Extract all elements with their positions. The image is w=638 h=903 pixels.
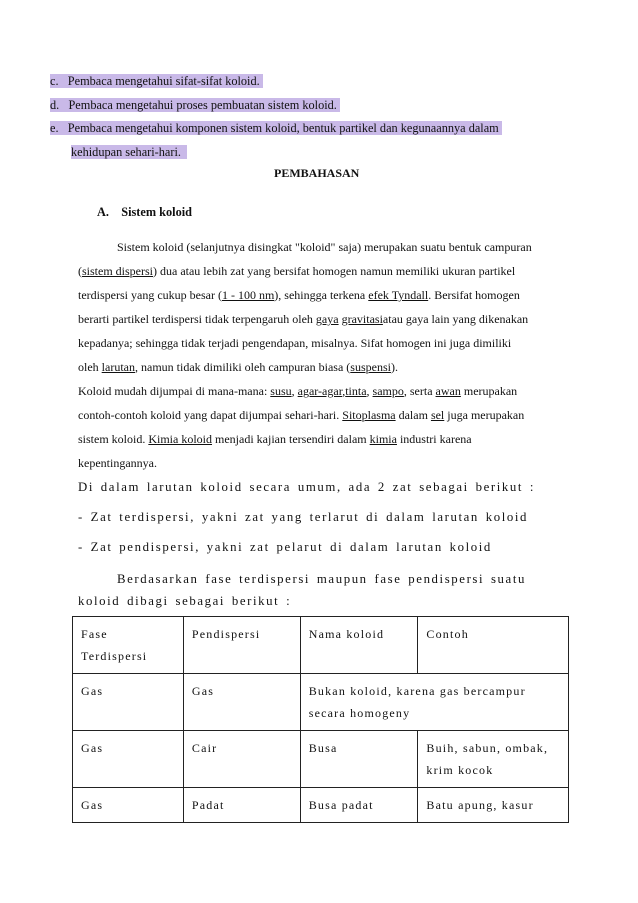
link-suspensi[interactable]: suspensi xyxy=(350,360,391,374)
para2-line3: sistem koloid. Kimia koloid menjadi kajian tersendiri dalam kimia industri karena xyxy=(78,432,472,446)
para1-line3: terdispersi yang cukup besar (1 - 100 nm), sehingga terkena efek Tyndall. Bersifat homogen xyxy=(78,288,520,302)
cell-nama-koloid: Busa xyxy=(300,731,418,788)
link-tinta[interactable]: tinta xyxy=(345,384,367,398)
cell-nama-koloid: Busa padat xyxy=(300,788,418,823)
header-nama-koloid: Nama koloid xyxy=(300,617,418,674)
para3-line5: koloid dibagi sebagai berikut : xyxy=(78,594,292,608)
table-header-row xyxy=(73,617,569,674)
link-sampo[interactable]: sampo xyxy=(372,384,404,398)
objective-c: c. Pembaca mengetahui sifat-sifat koloid. xyxy=(50,74,263,89)
link-susu[interactable]: susu xyxy=(270,384,292,398)
para3-line1: Di dalam larutan koloid secara umum, ada 2 zat sebagai berikut : xyxy=(78,480,535,494)
link-kimia[interactable]: kimia xyxy=(369,432,397,446)
para1-line5: kepadanya; sehingga tidak terjadi pengendapan, misalnya. Sifat homogen ini juga dimiliki xyxy=(78,336,512,350)
table-row xyxy=(73,788,569,823)
para3-line2: - Zat terdispersi, yakni zat yang terlarut di dalam larutan koloid xyxy=(78,510,529,524)
cell-fase: Gas xyxy=(73,731,184,788)
objective-d: d. Pembaca mengetahui proses pembuatan sistem koloid. xyxy=(50,98,340,113)
link-nm[interactable]: 1 - 100 nm xyxy=(221,288,275,302)
table-row xyxy=(73,674,569,731)
link-efek-tyndall[interactable]: efek Tyndall xyxy=(368,288,429,302)
cell-fase: Gas xyxy=(73,674,184,731)
para2-line2: contoh-contoh koloid yang dapat dijumpai sehari-hari. Sitoplasma dalam sel juga merupakan xyxy=(78,408,525,422)
para1-line6: oleh larutan, namun tidak dimiliki oleh campuran biasa (suspensi). xyxy=(78,360,398,374)
link-sitoplasma[interactable]: Sitoplasma xyxy=(342,408,396,422)
header-contoh: Contoh xyxy=(418,617,569,674)
header-pendispersi: Pendispersi xyxy=(183,617,300,674)
objective-e-continuation: kehidupan sehari-hari. xyxy=(71,145,187,160)
objective-e: e. Pembaca mengetahui komponen sistem koloid, bentuk partikel dan kegunaannya dalam xyxy=(50,121,502,136)
para1-line2: (sistem dispersi) dua atau lebih zat yang bersifat homogen namun memiliki ukuran partikel xyxy=(78,264,516,278)
link-gravitasi[interactable]: gravitasi xyxy=(341,312,383,326)
link-sel[interactable]: sel xyxy=(430,408,445,422)
header-fase-terdispersi: Fase Terdispersi xyxy=(73,617,184,674)
para1-line1: Sistem koloid (selanjutnya disingkat "koloid" saja) merupakan suatu bentuk campuran xyxy=(117,240,532,254)
para1-line4: berarti partikel terdispersi tidak terpengaruh oleh gaya gravitasiatau gaya lain yang dikenakan xyxy=(78,312,529,326)
para2-line1: Koloid mudah dijumpai di mana-mana: susu, agar-agar,tinta, sampo, serta awan merupakan xyxy=(78,384,518,398)
para3-line3: - Zat pendispersi, yakni zat pelarut di dalam larutan koloid xyxy=(78,540,492,554)
cell-nama-koloid: Bukan koloid, karena gas bercampur secara homogeny xyxy=(300,674,568,731)
link-kimia-koloid[interactable]: Kimia koloid xyxy=(148,432,213,446)
cell-contoh: Buih, sabun, ombak, krim kocok xyxy=(418,731,569,788)
link-awan[interactable]: awan xyxy=(435,384,461,398)
para2-line4: kepentingannya. xyxy=(78,456,157,470)
cell-pendispersi: Cair xyxy=(183,731,300,788)
cell-pendispersi: Gas xyxy=(183,674,300,731)
link-sistem-dispersi[interactable]: sistem dispersi xyxy=(82,264,153,278)
cell-fase: Gas xyxy=(73,788,184,823)
table-row xyxy=(73,731,569,788)
koloid-table xyxy=(72,616,569,823)
subsection-title: A. Sistem koloid xyxy=(97,205,192,219)
section-heading: PEMBAHASAN xyxy=(274,166,360,180)
link-larutan[interactable]: larutan xyxy=(101,360,135,374)
cell-contoh: Batu apung, kasur xyxy=(418,788,569,823)
link-agar-agar[interactable]: agar-agar xyxy=(297,384,343,398)
cell-pendispersi: Padat xyxy=(183,788,300,823)
link-gaya[interactable]: gaya xyxy=(315,312,339,326)
para3-line4: Berdasarkan fase terdispersi maupun fase pendispersi suatu xyxy=(117,572,526,586)
